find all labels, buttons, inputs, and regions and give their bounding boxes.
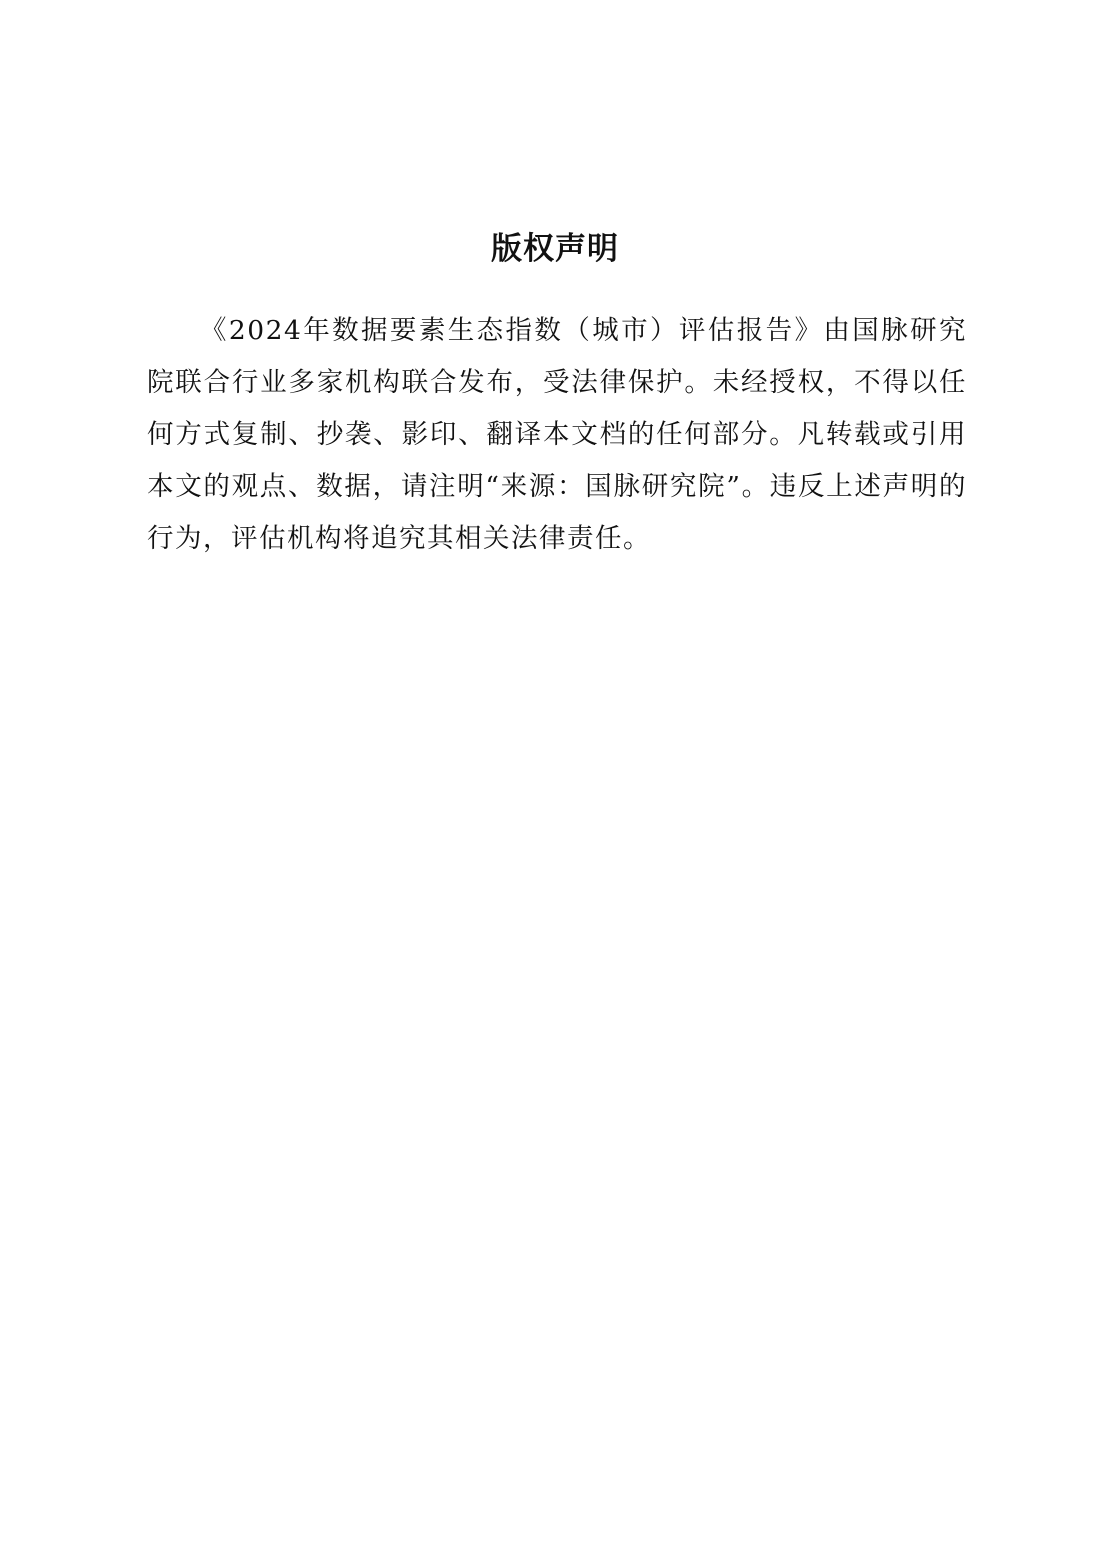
page-title: 版权声明 — [491, 231, 619, 267]
copyright-paragraph: 《2024年数据要素生态指数（城市）评估报告》由国脉研究院联合行业多家机构联合发布，受法律保护。未经授权，不得以任何方式复制、抄袭、影印、翻译本文档的任何部分。凡转载或引用本文的观点、数据，请注明“来源：国脉研究院”。违反上述声明的行为，评估机构将追究其相关法律责任。 — [147, 315, 967, 554]
